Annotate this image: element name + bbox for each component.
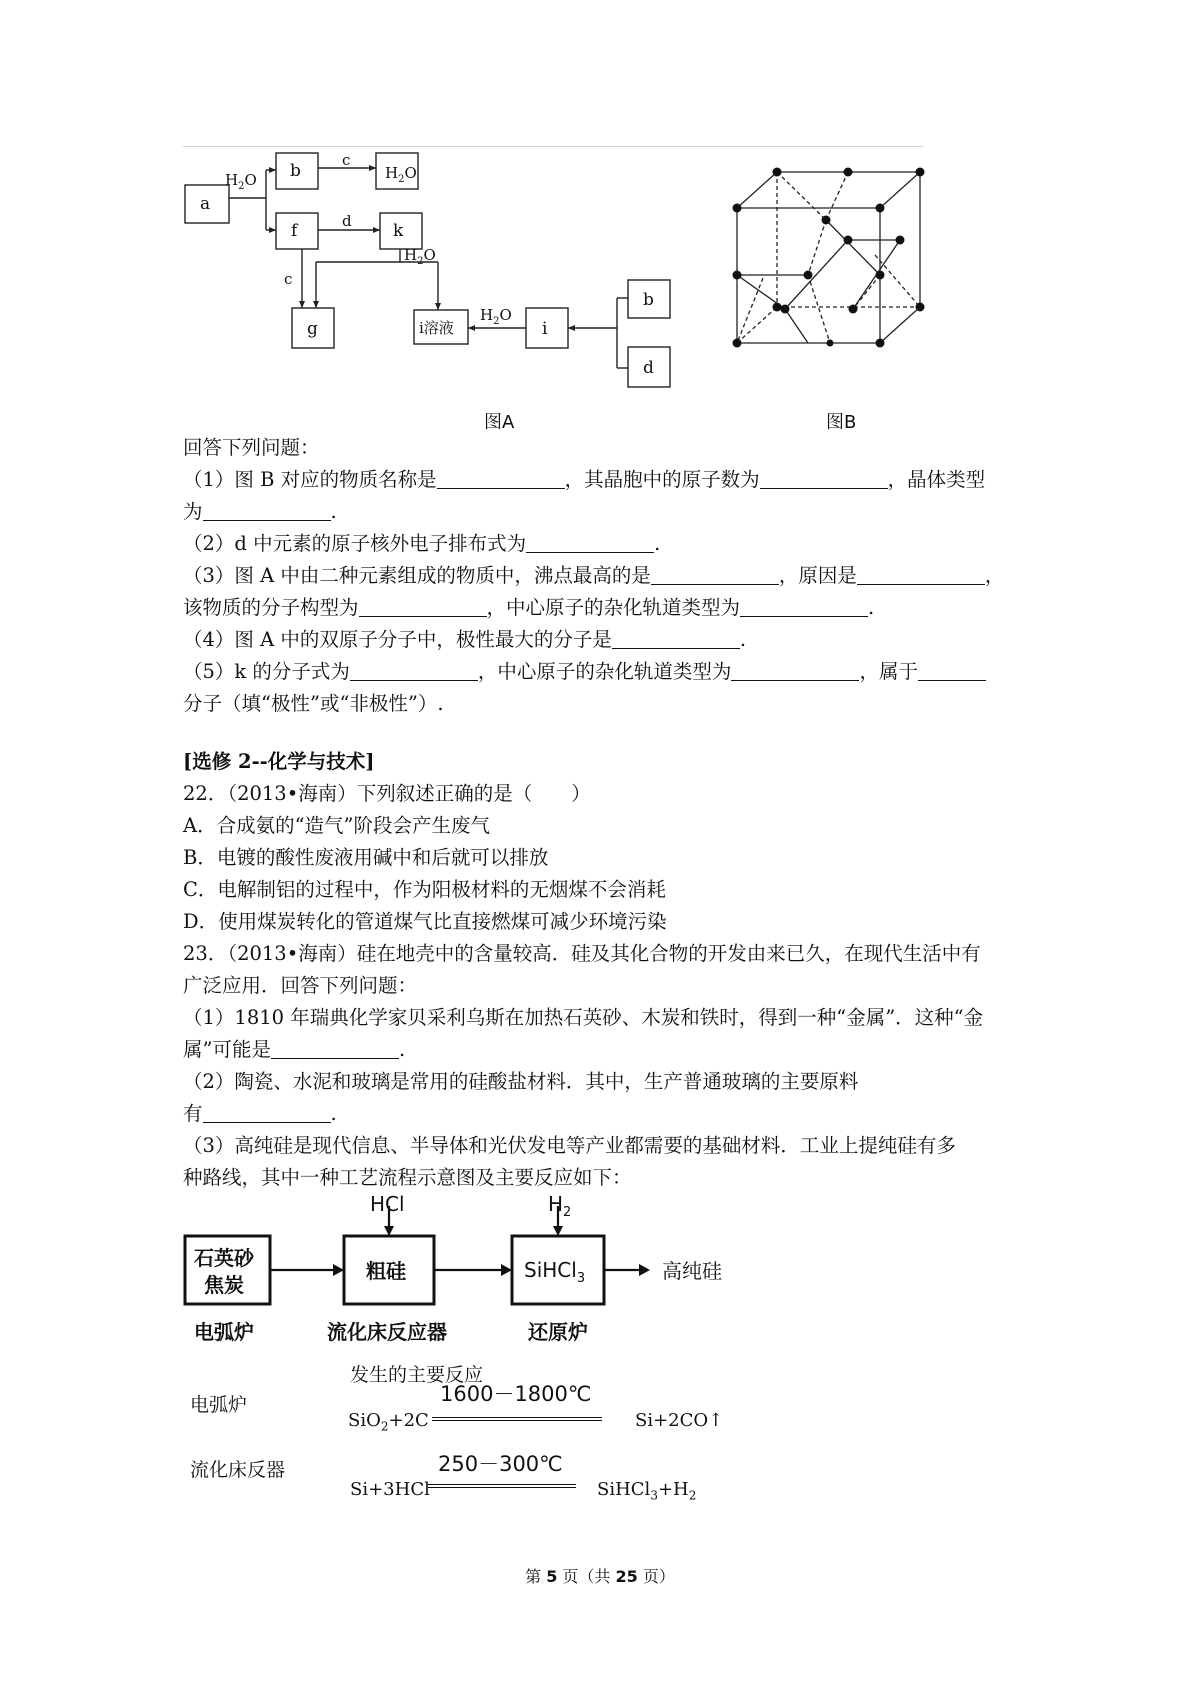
section-heading: [选修 2--化学与技术] [183, 750, 375, 773]
flow-input-h2: $H_2$ [548, 1194, 572, 1220]
figure-b-caption: 图B [826, 412, 857, 433]
q22-stem: 22．（2013•海南）下列叙述正确的是（ ） [183, 782, 591, 805]
total-pages: 25 [615, 1567, 638, 1586]
reaction2-label: 流化床反器 [190, 1459, 286, 1481]
q23-part1: （1）1810 年瑞典化学家贝采利乌斯在加热石英砂、木炭和铁时，得到一种“金属”．这种“金 [183, 1006, 984, 1029]
q21-part3: （3）图 A 中由二种元素组成的物质中，沸点最高的是 ，原因是 ， [183, 564, 1005, 587]
reaction2-equals [428, 1484, 576, 1488]
reaction2-right: $SiHCl_3+H_2$ [597, 1479, 697, 1503]
reactions-header: 发生的主要反应 [350, 1364, 484, 1386]
node-isol-label: i溶液 [419, 319, 454, 337]
node-i-label: i [542, 319, 548, 339]
node-f-label: f [291, 221, 298, 241]
arrow-c-label: c [342, 151, 351, 169]
flow-input-hcl: HCl [370, 1194, 405, 1216]
figure-a-diagram [180, 150, 680, 395]
flow-box3-label: SiHCl$_3$ [524, 1258, 586, 1286]
flow-box2-label: 粗硅 [366, 1259, 406, 1283]
reaction2-left: Si+3HCl [350, 1479, 430, 1500]
q22-option-c: C．电解制铝的过程中，作为阳极材料的无烟煤不会消耗 [183, 878, 666, 901]
arrow-d-label: d [342, 212, 352, 230]
arrow-c2-label: c [284, 270, 293, 288]
q23-stem-2: 广泛应用．回答下列问题： [183, 974, 418, 997]
q21-part1: （1）图 B 对应的物质名称是 ，其晶胞中的原子数为 ，晶体类型 [183, 468, 986, 491]
node-b-label: b [290, 161, 301, 181]
flow-label-reduction: 还原炉 [528, 1320, 588, 1344]
reaction2-condition: 250－300℃ [438, 1452, 563, 1476]
q22-option-b: B．电镀的酸性废液用碱中和后就可以排放 [183, 846, 549, 869]
q22-option-d: D．使用煤炭转化的管道煤气比直接燃煤可减少环境污染 [183, 910, 667, 933]
node-g-label: g [307, 319, 318, 339]
top-divider [183, 146, 923, 147]
q21-part3-cont: 该物质的分子构型为 ，中心原子的杂化轨道类型为 . [183, 596, 875, 619]
svg-text:H2O: $H_2O$ [385, 164, 417, 185]
process-flow-diagram [180, 1194, 760, 1354]
q23-part3-cont: 种路线，其中一种工艺流程示意图及主要反应如下： [183, 1166, 632, 1189]
flow-box1-line2: 焦炭 [204, 1273, 244, 1297]
reaction1-label: 电弧炉 [190, 1394, 248, 1416]
svg-text:H2O: $H_2O$ [404, 246, 436, 267]
svg-text:H2O: $H_2O$ [225, 171, 257, 192]
node-k-label: k [393, 221, 404, 241]
reaction1-equals [432, 1417, 602, 1421]
flow-product-label: 高纯硅 [662, 1259, 722, 1283]
q23-part3: （3）高纯硅是现代信息、半导体和光伏发电等产业都需要的基础材料．工业上提纯硅有多 [183, 1134, 956, 1157]
node-d-label: d [643, 358, 654, 378]
reaction1-condition: 1600－1800℃ [440, 1382, 592, 1406]
q21-part2: （2）d 中元素的原子核外电子排布式为 . [183, 532, 661, 555]
flow-box1-line1: 石英砂 [194, 1246, 254, 1270]
page-footer: 第 5 页（共 25 页） [525, 1567, 675, 1586]
node-b2-label: b [643, 290, 654, 310]
figure-b-crystal-cell [725, 160, 940, 360]
q22-option-a: A．合成氨的“造气”阶段会产生废气 [183, 814, 491, 837]
figure-a-caption: 图A [484, 412, 515, 433]
q23-part2-cont: 有 . [183, 1102, 337, 1125]
q21-part5-cont: 分子（填“极性”或“非极性”）. [183, 692, 444, 715]
svg-text:H2O: $H_2O$ [480, 306, 512, 327]
flow-label-fluid-bed: 流化床反应器 [327, 1320, 447, 1344]
q21-part5: （5）k 的分子式为 ，中心原子的杂化轨道类型为 ，属于 [183, 660, 986, 684]
q23-stem-1: 23．（2013•海南）硅在地壳中的含量较高．硅及其化合物的开发由来已久，在现代生活中有 [183, 942, 981, 965]
current-page: 5 [546, 1567, 558, 1586]
node-a-label: a [200, 194, 211, 214]
q21-intro: 回答下列问题： [183, 436, 320, 459]
q23-part1-cont: 属”可能是 . [183, 1038, 406, 1061]
q23-part2: （2）陶瓷、水泥和玻璃是常用的硅酸盐材料．其中，生产普通玻璃的主要原料 [183, 1070, 859, 1093]
flow-label-arc-furnace: 电弧炉 [194, 1320, 254, 1344]
q21-part4: （4）图 A 中的双原子分子中，极性最大的分子是 . [183, 628, 747, 651]
reaction1-right: Si+2CO↑ [635, 1410, 724, 1431]
reaction1-left: SiO$_2$+2C [348, 1410, 429, 1434]
q21-part1-cont: 为 . [183, 500, 337, 523]
